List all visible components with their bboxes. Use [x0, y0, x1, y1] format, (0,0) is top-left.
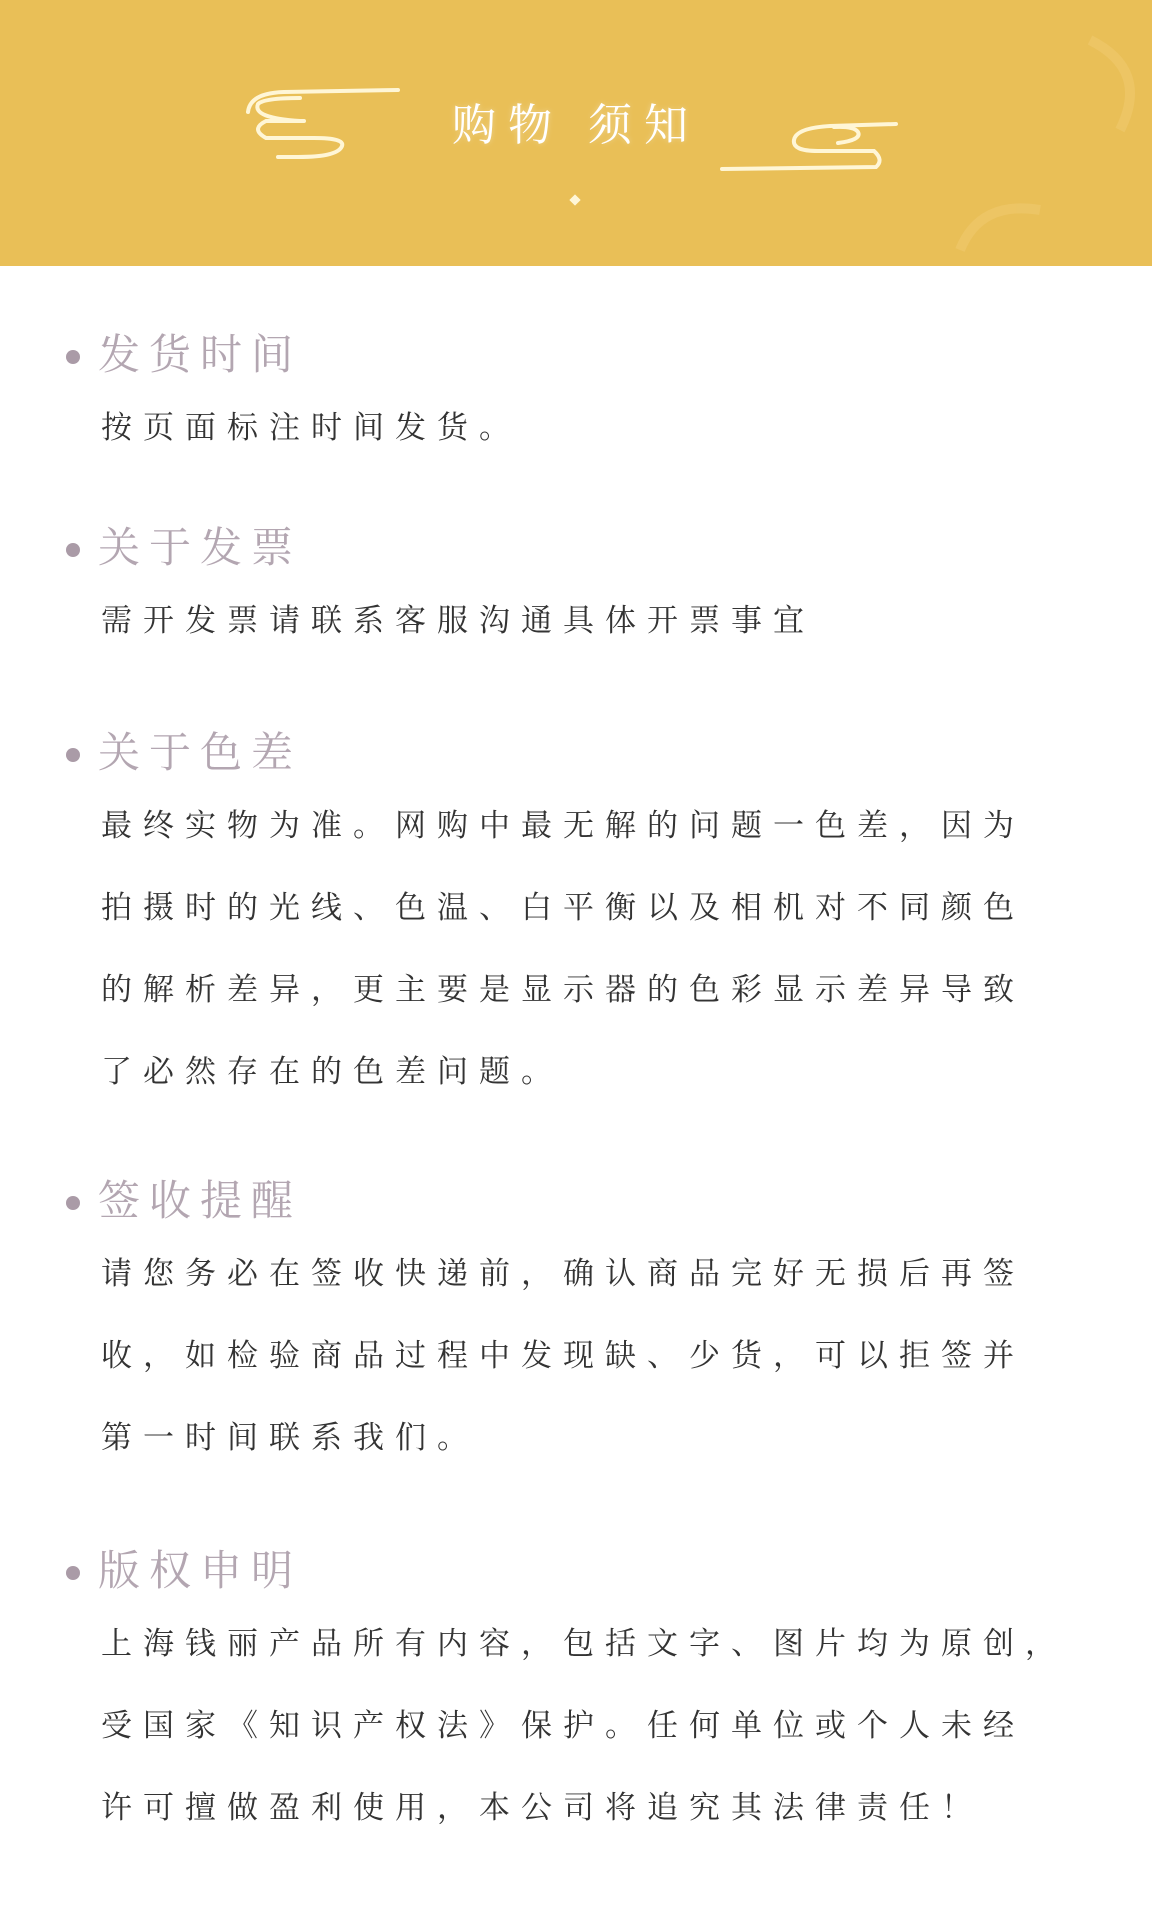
section-heading: [60, 721, 1080, 785]
bullet-dot-icon: [66, 748, 80, 762]
body-line: 拍摄时的光线、色温、白平衡以及相机对不同颜色: [101, 890, 1025, 926]
body-line: 上海钱丽产品所有内容，包括文字、图片均为原创，: [101, 1626, 1067, 1662]
section-color-difference: [60, 721, 1080, 1125]
section-body: [60, 592, 1080, 674]
section-heading-text: 关于发票: [98, 523, 303, 572]
bullet-dot-icon: [66, 350, 80, 364]
body-line: 受国家《知识产权法》保护。任何单位或个人未经: [101, 1708, 1025, 1744]
section-body: [60, 797, 1080, 1125]
section-heading: [60, 1169, 1080, 1233]
bullet-dot-icon: [66, 1196, 80, 1210]
section-heading: [60, 1539, 1080, 1603]
header-banner: [0, 0, 1152, 266]
body-line: 许可擅做盈利使用，本公司将追究其法律责任！: [101, 1790, 983, 1826]
section-body: [60, 1615, 1080, 1861]
section-shipping-time: [60, 323, 1080, 481]
banner-title-right: 须知: [588, 100, 700, 151]
section-invoice: [60, 516, 1080, 674]
body-line: 第一时间联系我们。: [101, 1420, 479, 1456]
section-heading-text: 版权申明: [98, 1546, 303, 1595]
section-heading-text: 签收提醒: [98, 1176, 303, 1225]
section-signing-reminder: [60, 1169, 1080, 1491]
section-heading: [60, 323, 1080, 387]
body-line: 的解析差异，更主要是显示器的色彩显示差异导致: [101, 972, 1025, 1008]
body-line: 收，如检验商品过程中发现缺、少货，可以拒签并: [101, 1338, 1025, 1374]
body-line: 需开发票请联系客服沟通具体开票事宜: [101, 603, 815, 639]
body-line: 最终实物为准。网购中最无解的问题一色差，因为: [101, 808, 1025, 844]
body-line: 请您务必在签收快递前，确认商品完好无损后再签: [101, 1256, 1025, 1292]
section-heading-text: 发货时间: [98, 330, 303, 379]
body-line: 了必然存在的色差问题。: [101, 1054, 563, 1090]
section-heading-text: 关于色差: [98, 728, 303, 777]
section-body: [60, 1245, 1080, 1491]
section-body: [60, 399, 1080, 481]
banner-title-left: 购物: [452, 100, 564, 151]
banner-title: [0, 98, 1152, 154]
section-copyright: [60, 1539, 1080, 1861]
section-heading: [60, 516, 1080, 580]
body-line: 按页面标注时间发货。: [101, 410, 521, 446]
bullet-dot-icon: [66, 1566, 80, 1580]
bullet-dot-icon: [66, 543, 80, 557]
